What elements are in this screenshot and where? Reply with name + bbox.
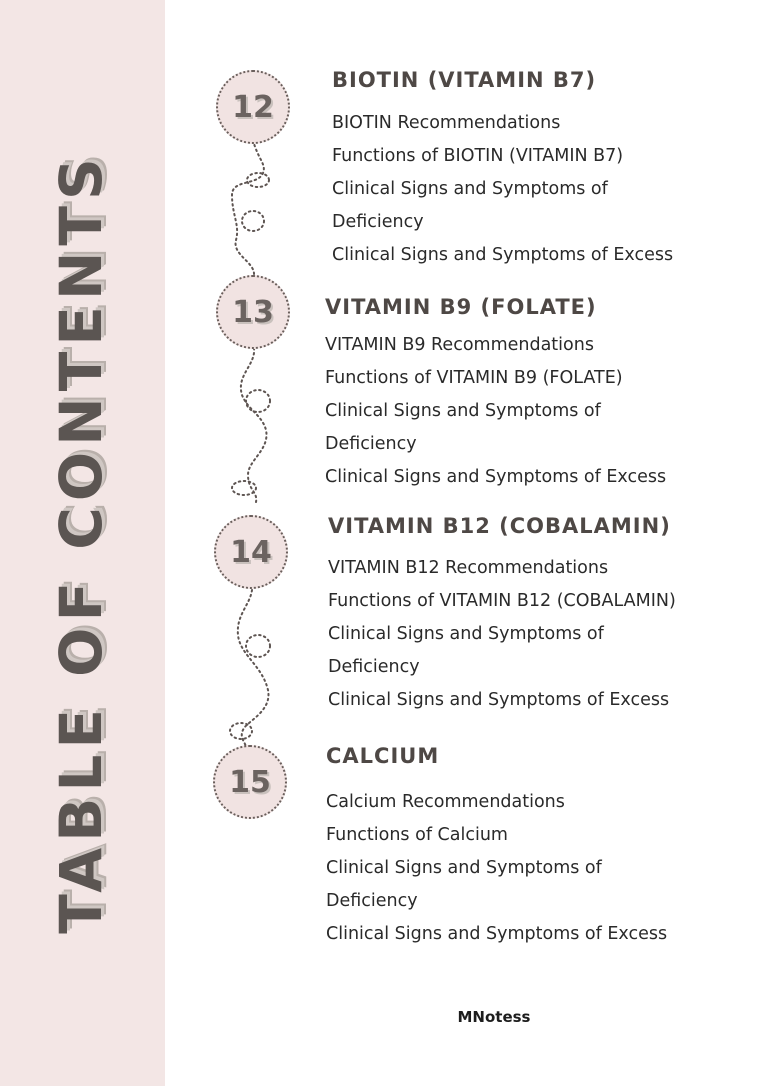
- section-title: BIOTIN (VITAMIN B7): [332, 68, 597, 92]
- table-of-contents-title: TABLE OF CONTENTS: [47, 152, 115, 934]
- toc-entry[interactable]: Clinical Signs and Symptoms of Excess: [325, 467, 667, 487]
- section-item-list: [326, 786, 667, 951]
- toc-entry[interactable]: Deficiency: [326, 891, 418, 911]
- section-number-badge: 14: [214, 515, 288, 589]
- toc-entry[interactable]: Calcium Recommendations: [326, 792, 565, 812]
- toc-entry[interactable]: Clinical Signs and Symptoms of: [328, 624, 604, 644]
- section-item-list: [325, 329, 666, 494]
- toc-section: [325, 295, 666, 494]
- toc-section: [326, 744, 667, 951]
- section-title: VITAMIN B12 (COBALAMIN): [328, 514, 671, 538]
- toc-entry[interactable]: Clinical Signs and Symptoms of: [325, 401, 601, 421]
- section-item-list: [328, 552, 676, 717]
- toc-entry[interactable]: VITAMIN B12 Recommendations: [328, 558, 609, 578]
- toc-section: [328, 514, 676, 717]
- toc-entry[interactable]: BIOTIN Recommendations: [332, 113, 561, 133]
- toc-entry[interactable]: Clinical Signs and Symptoms of Excess: [328, 690, 670, 710]
- toc-entry[interactable]: Functions of BIOTIN (VITAMIN B7): [332, 146, 624, 166]
- toc-entry[interactable]: Functions of Calcium: [326, 825, 508, 845]
- toc-entry[interactable]: Functions of VITAMIN B12 (COBALAMIN): [328, 591, 676, 611]
- toc-entry[interactable]: Deficiency: [332, 212, 424, 232]
- toc-entry[interactable]: Clinical Signs and Symptoms of Excess: [332, 245, 674, 265]
- toc-entry[interactable]: Deficiency: [325, 434, 417, 454]
- toc-entry[interactable]: Clinical Signs and Symptoms of Excess: [326, 924, 668, 944]
- section-item-list: [332, 107, 673, 272]
- sidebar-panel: [0, 0, 165, 1086]
- section-title: CALCIUM: [326, 744, 440, 768]
- section-title: VITAMIN B9 (FOLATE): [325, 295, 597, 319]
- toc-entry[interactable]: Functions of VITAMIN B9 (FOLATE): [325, 368, 623, 388]
- toc-entry[interactable]: Clinical Signs and Symptoms of: [326, 858, 602, 878]
- toc-entry[interactable]: Clinical Signs and Symptoms of: [332, 179, 608, 199]
- toc-section: [332, 68, 673, 272]
- section-number-badge: 15: [213, 745, 287, 819]
- footer-brand: MNotess: [457, 1008, 531, 1026]
- section-number-badge: 13: [216, 275, 290, 349]
- toc-entry[interactable]: Deficiency: [328, 657, 420, 677]
- toc-entry[interactable]: VITAMIN B9 Recommendations: [325, 335, 594, 355]
- section-number-badge: 12: [216, 70, 290, 144]
